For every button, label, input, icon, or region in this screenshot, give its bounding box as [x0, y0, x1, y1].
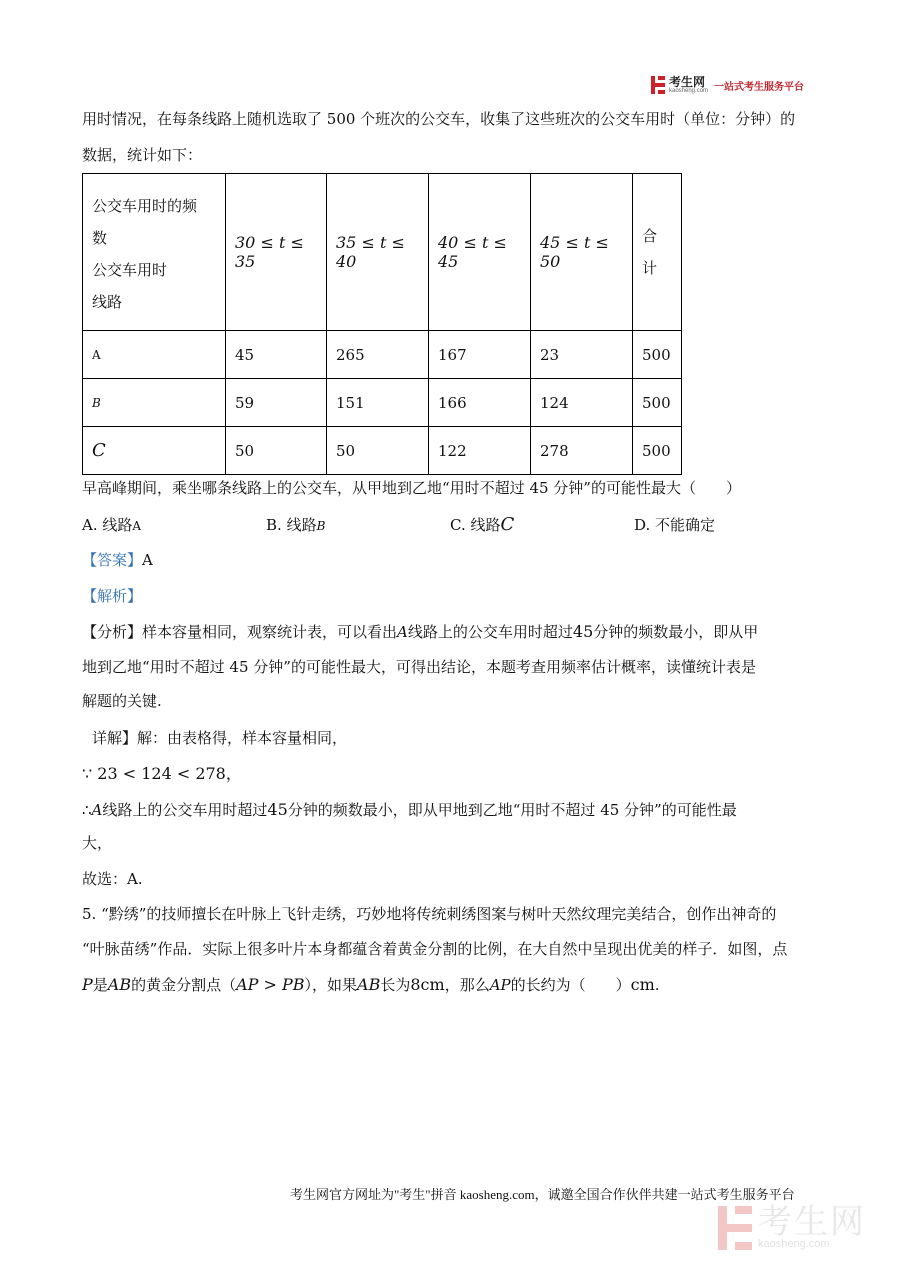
value-cell: 23: [531, 331, 633, 379]
therefore-symbol: ∴: [82, 801, 92, 819]
route-symbol: A: [397, 623, 408, 641]
total-label-line: 计: [642, 259, 658, 277]
q5-line-1: 5. “黔绣”的技师擅长在叶脉上飞针走绣，巧妙地将传统刺绣图案与树叶天然纹理完美结合，创作出神奇的: [82, 905, 777, 923]
choice-letter: A.: [82, 516, 98, 534]
point-symbol: P: [82, 975, 93, 994]
analysis-line-2: 地到乙地“用时不超过 45 分钟”的可能性最大，可得出结论，本题考查用频率估计概率，读懂统计表是: [82, 658, 756, 676]
q5-text: ），如果: [304, 976, 358, 994]
detail-line-5: 故选：A.: [82, 870, 143, 888]
answer-label: 【答案】: [82, 551, 143, 569]
logo-name: 考生网: [669, 75, 706, 89]
logo-icon: [651, 76, 665, 94]
table-row: [83, 379, 682, 427]
route-symbol: A: [91, 801, 103, 819]
table-row: [83, 427, 682, 475]
answer-value: A: [142, 551, 153, 569]
q5-text: 长为: [380, 976, 411, 994]
table-corner-cell: [83, 174, 226, 331]
detail-line-4: 大，: [82, 834, 113, 852]
watermark: [718, 1205, 866, 1250]
corner-line: 公交车用时的频: [92, 197, 198, 215]
value-cell: 59: [226, 379, 327, 427]
q5-line-3: [82, 975, 660, 994]
q5-line-2: “叶脉苗绣”作品．实际上很多叶片本身都蕴含着黄金分割的比例，在大自然中呈现出优美的样子．如图，点: [82, 940, 788, 958]
corner-line: 线路: [92, 293, 123, 311]
corner-line: 数: [92, 229, 108, 247]
route-cell: A: [83, 331, 226, 379]
choice-text: 线路: [470, 516, 501, 534]
analysis-line-3: 解题的关键.: [82, 692, 162, 710]
analysis-label: 【解析】: [82, 587, 143, 605]
detail-text: 线路上的公交车用时超过: [102, 801, 268, 819]
choice-route: B: [316, 519, 326, 533]
intro-line-1: 用时情况，在每条线路上随机选取了 500 个班次的公交车，收集了这些班次的公交车用时（单位：分钟）的: [82, 110, 796, 128]
route-cell: B: [83, 379, 226, 427]
corner-line: 公交车用时: [92, 261, 168, 279]
segment-symbol: AP: [489, 976, 511, 994]
total-header: [633, 174, 682, 331]
value-cell: 166: [429, 379, 531, 427]
q5-text: 是: [92, 976, 108, 994]
total-cell: 500: [633, 427, 682, 475]
detail-line-1: 详解】解：由表格得，样本容量相同，: [92, 729, 348, 747]
intro-line-2: 数据，统计如下：: [82, 146, 203, 164]
value-cell: 151: [327, 379, 429, 427]
segment-symbol: AB: [357, 975, 381, 994]
table-header-row: [83, 174, 682, 331]
column-header: 35 ≤ t ≤ 40: [327, 174, 429, 331]
watermark-icon: [718, 1206, 752, 1250]
column-header: 45 ≤ t ≤ 50: [531, 174, 633, 331]
analysis-number: 45: [572, 622, 594, 641]
analysis-text: 样本容量相同，观察统计表，可以看出: [142, 623, 398, 641]
total-cell: 500: [633, 379, 682, 427]
detail-line-3: [82, 800, 737, 819]
route-cell: C: [83, 427, 226, 475]
detail-line-2: ∵ 23 < 124 < 278，: [82, 764, 242, 783]
value-cell: 278: [531, 427, 633, 475]
choice-b: [266, 514, 325, 535]
analysis-tag: 【分析】: [82, 623, 143, 641]
total-cell: 500: [633, 331, 682, 379]
watermark-name: 考生网: [758, 1203, 866, 1241]
q5-text: 的黄金分割点（: [131, 976, 237, 994]
q5-text: 的长约为（ ）: [510, 976, 631, 994]
choice-route: C: [500, 514, 515, 535]
analysis-line-1: [82, 622, 758, 641]
choice-text: 线路: [102, 516, 133, 534]
header-slogan: 一站式考生服务平台: [714, 81, 805, 93]
footer-text: 考生网官方网址为"考生"拼音 kaosheng.com，诚邀全国合作伙伴共建一站式考生服务平台: [290, 1187, 795, 1202]
value-cell: 265: [327, 331, 429, 379]
unit-label: cm: [630, 975, 655, 994]
segment-symbol: AB: [107, 975, 132, 994]
analysis-text: 分钟的频数最小，即从甲: [593, 623, 759, 641]
value-cell: 50: [327, 427, 429, 475]
choice-d: [634, 514, 715, 535]
analysis-text: 线路上的公交车用时超过: [407, 623, 573, 641]
table-row: [83, 331, 682, 379]
q5-text: ，那么: [444, 976, 490, 994]
column-header: 40 ≤ t ≤ 45: [429, 174, 531, 331]
choice-letter: D.: [634, 516, 651, 534]
choice-letter: C.: [450, 516, 466, 534]
frequency-table: [82, 173, 682, 475]
watermark-domain: kaosheng.com: [758, 1238, 830, 1250]
choice-letter: B.: [266, 516, 282, 534]
choice-c: [450, 514, 514, 535]
q5-text: .: [654, 976, 660, 994]
detail-number: 45: [267, 800, 288, 819]
value-cell: 45: [226, 331, 327, 379]
column-header: 30 ≤ t ≤ 35: [226, 174, 327, 331]
total-label-line: 合: [642, 227, 658, 245]
detail-text: 分钟的频数最小，即从甲地到乙地“用时不超过 45 分钟”的可能性最: [287, 801, 737, 819]
choice-text: 线路: [286, 516, 317, 534]
value-cell: 124: [531, 379, 633, 427]
header-logo: [651, 74, 804, 96]
choice-route: A: [132, 519, 142, 533]
logo-domain: kaosheng.com: [669, 88, 709, 94]
choice-text: 不能确定: [655, 516, 716, 534]
value-cell: 50: [226, 427, 327, 475]
answer-line: [82, 551, 153, 569]
value-cell: 122: [429, 427, 531, 475]
condition-expression: AP > PB: [236, 975, 305, 994]
value-cell: 167: [429, 331, 531, 379]
choice-a: [82, 514, 141, 535]
choice-list: [82, 514, 802, 534]
question-text: 早高峰期间，乘坐哪条线路上的公交车，从甲地到乙地“用时不超过 45 分钟”的可能性最大（ ）: [82, 479, 741, 497]
length-value: 8cm: [410, 975, 445, 994]
